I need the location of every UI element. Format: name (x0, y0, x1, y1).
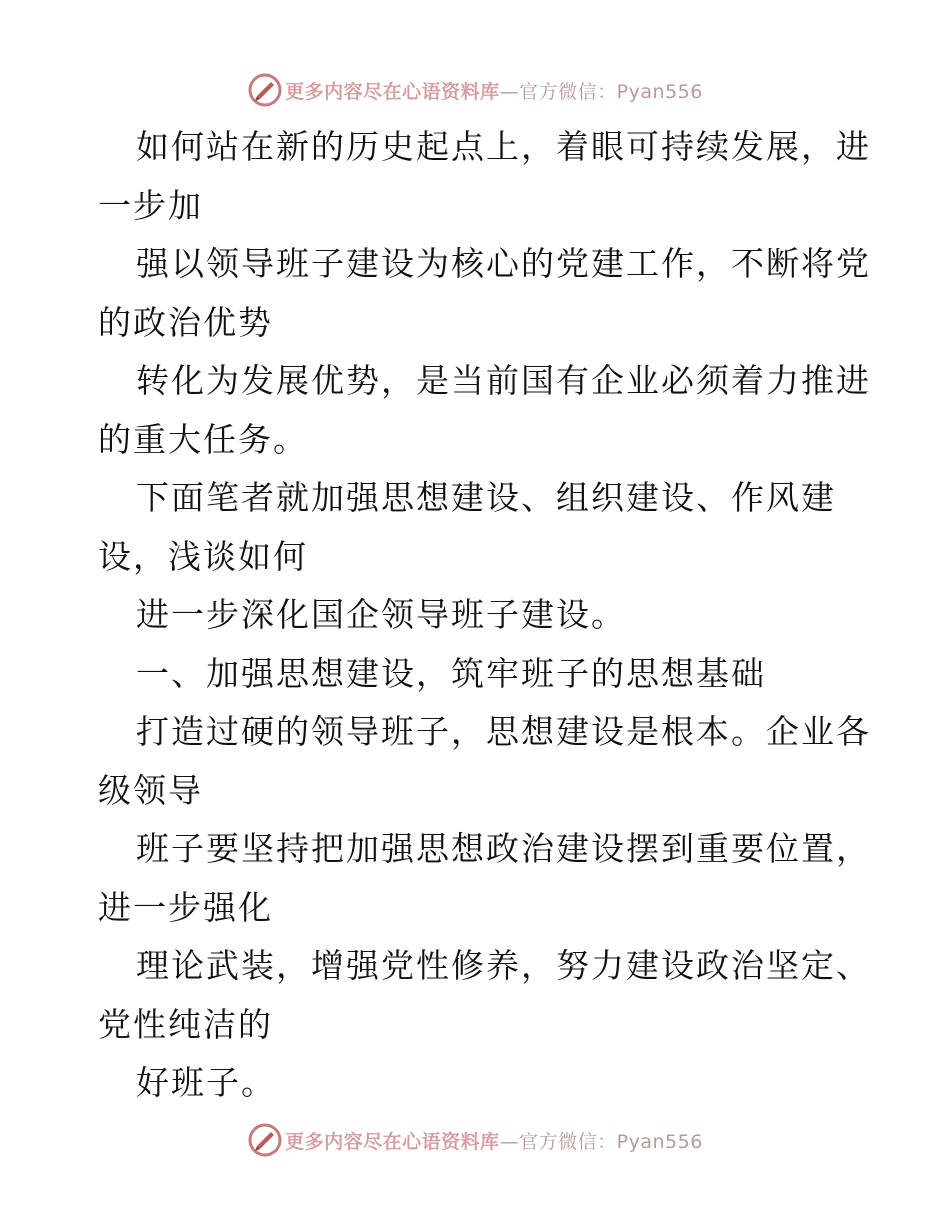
paragraph-line: 设，浅谈如何 (98, 536, 308, 576)
paragraph-line: 的重大任务。 (98, 419, 308, 459)
header-banner (0, 70, 950, 110)
paragraph-line: 进一步强化 (98, 887, 273, 927)
header-banner-title: 更多内容尽在心语资料库 (285, 80, 500, 103)
header-banner-wechat: —官方微信：Pyan556 (499, 80, 703, 103)
paragraph-line: 转化为发展优势，是当前国有企业必须着力推进 (136, 361, 871, 400)
pen-logo-icon (247, 1122, 283, 1158)
paragraph-line: 党性纯洁的 (98, 1004, 273, 1044)
document-body (98, 118, 871, 1113)
footer-banner (0, 1120, 950, 1160)
paragraph-line: 一、加强思想建设，筑牢班子的思想基础 (136, 653, 766, 693)
paragraph-line: 一步加 (98, 185, 203, 225)
footer-banner-title: 更多内容尽在心语资料库 (285, 1130, 500, 1153)
footer-banner-wechat: —官方微信：Pyan556 (499, 1130, 703, 1153)
paragraph-line: 班子要坚持把加强思想政治建设摆到重要位置， (136, 829, 871, 868)
paragraph-line: 进一步深化国企领导班子建设。 (136, 595, 626, 634)
paragraph-line: 的政治优势 (98, 302, 273, 342)
paragraph-line: 打造过硬的领导班子，思想建设是根本。企业各 (136, 712, 871, 751)
paragraph-line: 强以领导班子建设为核心的党建工作，不断将党 (136, 244, 871, 283)
paragraph-line: 如何站在新的历史起点上，着眼可持续发展，进 (136, 127, 871, 166)
paragraph-line: 级领导 (98, 770, 203, 810)
pen-logo-icon (247, 72, 283, 108)
paragraph-line: 好班子。 (136, 1063, 276, 1102)
paragraph-line: 理论武装，增强党性修养，努力建设政治坚定、 (136, 946, 871, 985)
paragraph-line: 下面笔者就加强思想建设、组织建设、作风建 (136, 478, 836, 517)
